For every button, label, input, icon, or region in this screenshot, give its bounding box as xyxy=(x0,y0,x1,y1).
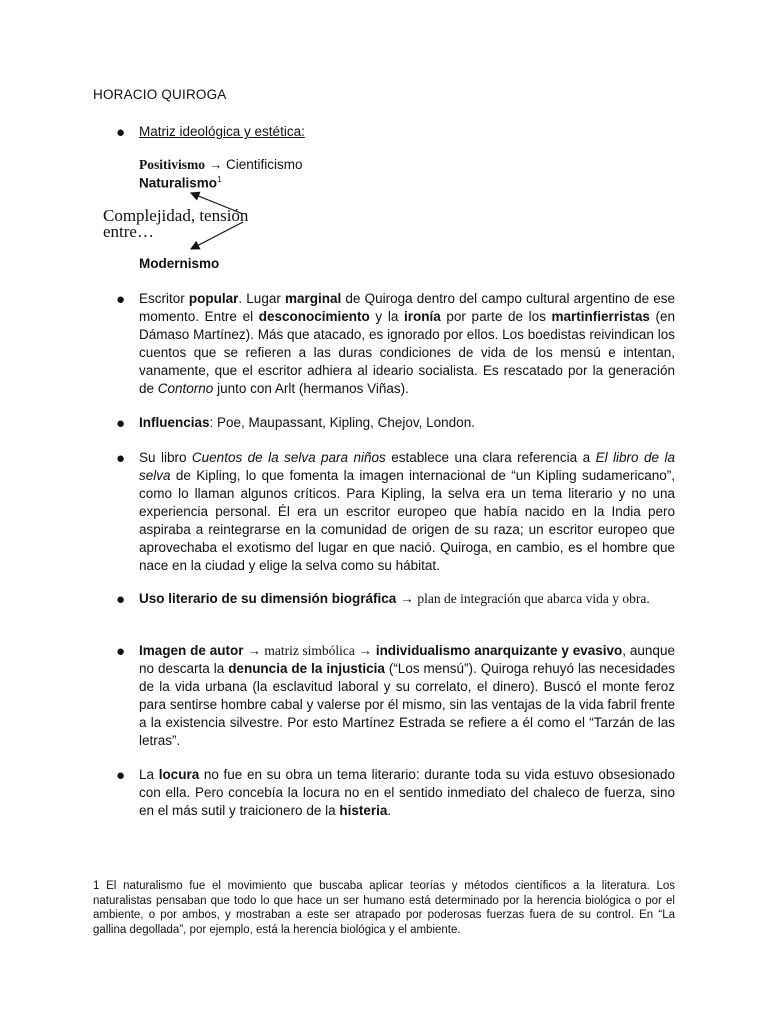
paragraph-kipling: Su libro Cuentos de la selva para niños establece una clara referencia a El libro de la selva de Kipling, lo que fomenta la imagen internacional de “un Kipling sudamericano”, como lo llaman algunos críticos. Para Kipling, la selva era un tema literario y no una experiencia personal. Él era un escritor europeo que había nacido en la India pero aspiraba a reintegrarse en la comunidad de origen de su raza; un escritor europeo que aprovechaba el exotismo del lugar en que nació. Quiroga, en cambio, es el hombre que nace en la ciudad y elige la selva como su hábitat. xyxy=(139,450,675,573)
paragraph-uso-biografico: Uso literario de su dimensión biográfica → plan de integración que abarca vida y obra. xyxy=(139,591,650,606)
complejidad-line-2: entre… xyxy=(103,222,154,241)
arrow-to-naturalismo xyxy=(191,193,243,214)
arrow-to-modernismo xyxy=(191,222,243,249)
bullet: ● xyxy=(116,291,126,308)
bullet: ● xyxy=(116,124,126,141)
paragraph-locura: La locura no fue en su obra un tema literario: durante toda su vida estuvo obsesionado con ella. Pero concebía la locura no en el sentido inmediato del chaleco de fuerza, sino en el más sutil y traicionero de la histeria. xyxy=(139,767,675,818)
naturalismo-term: Naturalismo xyxy=(139,175,218,191)
complejidad-line-1: Complejidad, tensión xyxy=(103,206,249,225)
bullet: ● xyxy=(116,767,126,784)
cientificismo-term: Cientificismo xyxy=(226,157,303,172)
positivismo-term: Positivismo xyxy=(139,157,205,172)
bullet: ● xyxy=(116,591,126,608)
paragraph-imagen-de-autor: Imagen de autor → matriz simbólica → individualismo anarquizante y evasivo, aunque no descarta la denuncia de la injusticia (“Los mensú”). Quiroga rehuyó las necesidades de la vida urbana (la esclavitud laboral y su correlato, el dinero). Buscó el monte feroz para sentirse hombre cabal y valerse por él mismo, sin las ventajas de la vida fabril frente a la existencia silvestre. Por esto Martínez Estrada se refiere a él como el “Tarzán de las letras”. xyxy=(139,643,675,748)
document-title: HORACIO QUIROGA xyxy=(93,87,227,102)
bullet: ● xyxy=(116,450,126,467)
modernismo-line xyxy=(139,256,219,271)
footnote-ref: 1 xyxy=(217,175,222,184)
modernismo-term: Modernismo xyxy=(139,256,220,271)
arrow-symbol: → xyxy=(208,157,223,172)
footnote: 1 El naturalismo fue el movimiento que buscaba aplicar teorías y métodos científicos a la literatura. Los naturalistas pensaban que todo lo que hace un ser humano está determinado por la herencia biológica o por el ambiente, o por ambos, y mostraban a este ser atrapado por poderosas fuerzas fuera de su control. En “La gallina degollada”, por ejemplo, está la herencia biológica y el ambiente. xyxy=(93,880,675,936)
tension-arrows xyxy=(0,0,768,300)
matriz-heading: Matriz ideológica y estética: xyxy=(139,124,305,139)
bullet: ● xyxy=(116,643,126,660)
paragraph-escritor-popular: Escritor popular. Lugar marginal de Quiroga dentro del campo cultural argentino de ese momento. Entre el desconocimiento y la ironía por parte de los martinfierristas (en Dámaso Martínez). Más que atacado, es ignorado por ellos. Los boedistas reivindican los cuentos que se refieren a las duras condiciones de vida de los mensú e intentan, vanamente, que el escritor adhiera al ideario socialista. Es rescatado por la generación de Contorno junto con Arlt (hermanos Viñas). xyxy=(139,291,676,396)
bullet: ● xyxy=(116,415,126,432)
paragraph-influencias: Influencias: Poe, Maupassant, Kipling, Chejov, London. xyxy=(139,415,475,430)
